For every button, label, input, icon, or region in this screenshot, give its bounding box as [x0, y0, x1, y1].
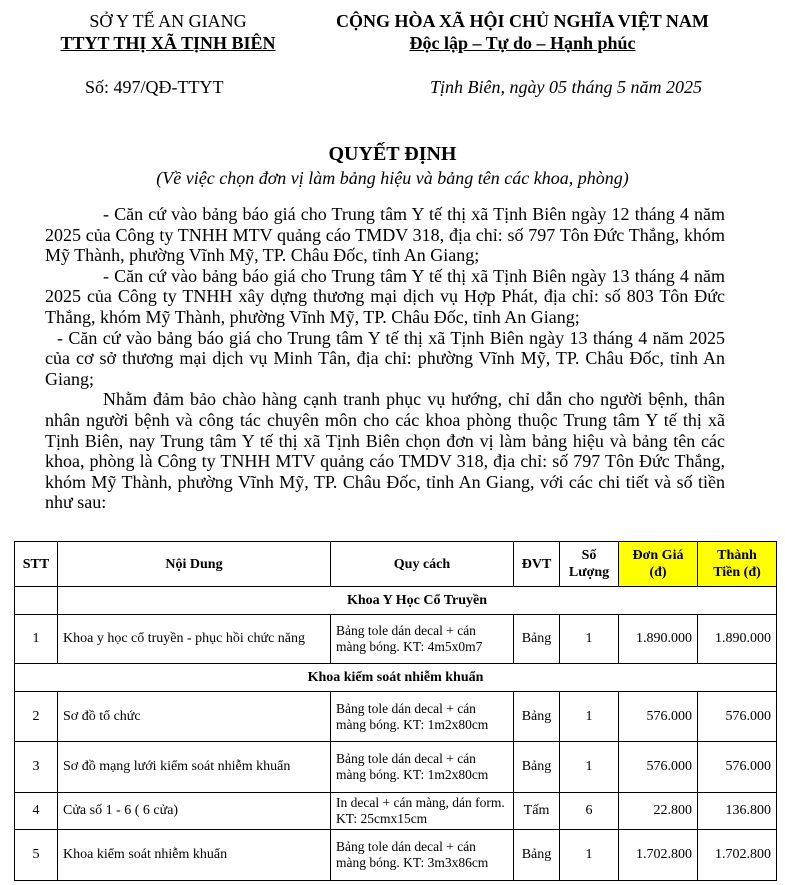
section-row	[15, 664, 777, 692]
cell-stt: 3	[15, 742, 58, 793]
paragraph-basis-3: - Căn cứ vào bảng báo giá cho Trung tâm Y tế thị xã Tịnh Biên ngày 13 tháng 4 năm 2025 của cơ sở thương mại dịch vụ Minh Tân, địa chỉ: phường Vĩnh Mỹ, TP. Châu Đốc, tỉnh An Giang;	[45, 327, 725, 389]
cell-content: Sơ đồ mạng lưới kiểm soát nhiễm khuẩn	[58, 742, 331, 793]
cell-content: Khoa y học cổ truyền - phục hồi chức năng	[58, 615, 331, 664]
paragraph-decision: Nhằm đảm bảo chào hàng cạnh tranh phục vụ hướng, chỉ dẫn cho người bệnh, thân nhân người bệnh và công tác chuyên môn cho các khoa phòng thuộc Trung tâm Y tế thị xã Tịnh Biên, nay Trung tâm Y tế thị xã Tịnh Biên chọn đơn vị làm bảng hiệu và bảng tên các khoa, phòng là Công ty TNHH MTV quảng cáo TMDV 318, địa chỉ: số 797 Tôn Đức Thắng, khóm Mỹ Thành, phường Vĩnh Mỹ, TP. Châu Đốc, tỉnh An Giang, với các chi tiết và số tiền như sau:	[45, 389, 725, 513]
cell-unit: Bảng	[514, 830, 560, 881]
cell-unit-price: 1.702.800	[619, 830, 698, 881]
cell-unit: Bảng	[514, 742, 560, 793]
agency-name: TTYT THỊ XÃ TỊNH BIÊN	[60, 33, 276, 53]
paragraph-basis-1: - Căn cứ vào bảng báo giá cho Trung tâm Y tế thị xã Tịnh Biên ngày 12 tháng 4 năm 2025 của Công ty TNHH MTV quảng cáo TMDV 318, địa chỉ: số 797 Tôn Đức Thắng, khóm Mỹ Thành, phường Vĩnh Mỹ, TP. Châu Đốc, tỉnh An Giang;	[45, 204, 725, 266]
cell-unit-price: 1.890.000	[619, 615, 698, 664]
ministry-name: SỞ Y TẾ AN GIANG	[89, 11, 247, 31]
cell-unit: Bảng	[514, 615, 560, 664]
cell-unit: Tấm	[514, 793, 560, 830]
price-table	[14, 541, 777, 881]
table-row	[15, 830, 777, 881]
cell-unit-price: 576.000	[619, 742, 698, 793]
cell-qty: 1	[560, 830, 619, 881]
cell-spec: Bảng tole dán decal + cán màng bóng. KT: 4m5x0m7	[331, 615, 514, 664]
cell-spec: Bảng tole dán decal + cán màng bóng. KT: 1m2x80cm	[331, 742, 514, 793]
table-row	[15, 793, 777, 830]
cell-stt: 5	[15, 830, 58, 881]
cell-spec: In decal + cán màng, dán form. KT: 25cmx15cm	[331, 793, 514, 830]
place-date: Tịnh Biên, ngày 05 tháng 5 năm 2025	[430, 77, 702, 97]
section-empty-cell	[15, 587, 58, 615]
cell-unit-price: 576.000	[619, 692, 698, 742]
cell-total: 136.800	[698, 793, 777, 830]
table-row	[15, 742, 777, 793]
header-spec: Quy cách	[331, 542, 514, 587]
cell-total: 1.890.000	[698, 615, 777, 664]
cell-qty: 1	[560, 615, 619, 664]
cell-stt: 4	[15, 793, 58, 830]
motto: Độc lập – Tự do – Hạnh phúc	[409, 33, 636, 53]
cell-content: Cửa số 1 - 6 ( 6 cửa)	[58, 793, 331, 830]
cell-total: 576.000	[698, 692, 777, 742]
cell-qty: 1	[560, 742, 619, 793]
header-content: Nội Dung	[58, 542, 331, 587]
cell-stt: 1	[15, 615, 58, 664]
document-subtitle: (Về việc chọn đơn vị làm bảng hiệu và bảng tên các khoa, phòng)	[156, 168, 629, 188]
document-number: Số: 497/QĐ-TTYT	[85, 77, 224, 97]
header-total: Thành Tiền (đ)	[698, 542, 777, 587]
section-title: Khoa kiểm soát nhiễm khuẩn	[15, 664, 777, 692]
cell-stt: 2	[15, 692, 58, 742]
cell-qty: 6	[560, 793, 619, 830]
header-stt: STT	[15, 542, 58, 587]
cell-total: 1.702.800	[698, 830, 777, 881]
header-unit: ĐVT	[514, 542, 560, 587]
cell-spec: Bảng tole dán decal + cán màng bóng. KT: 1m2x80cm	[331, 692, 514, 742]
issuer-block	[38, 10, 298, 54]
table-row	[15, 692, 777, 742]
document-title: QUYẾT ĐỊNH	[328, 143, 457, 165]
section-row	[15, 587, 777, 615]
cell-content: Khoa kiểm soát nhiễm khuẩn	[58, 830, 331, 881]
cell-unit-price: 22.800	[619, 793, 698, 830]
cell-total: 576.000	[698, 742, 777, 793]
document-body	[45, 204, 725, 513]
header-unit-price: Đơn Giá (đ)	[619, 542, 698, 587]
cell-content: Sơ đồ tổ chức	[58, 692, 331, 742]
paragraph-basis-2: - Căn cứ vào bảng báo giá cho Trung tâm Y tế thị xã Tịnh Biên ngày 13 tháng 4 năm 2025 của Công ty TNHH xây dựng thương mại dịch vụ Hợp Phát, địa chỉ: số 803 Tôn Đức Thắng, khóm Mỹ Thành, phường Vĩnh Mỹ, TP. Châu Đốc, tỉnh An Giang;	[45, 265, 725, 327]
table-header-row	[15, 542, 777, 587]
cell-spec: Bảng tole dán decal + cán màng bóng. KT: 3m3x86cm	[331, 830, 514, 881]
national-block	[300, 10, 745, 54]
nation-title: CỘNG HÒA XÃ HỘI CHỦ NGHĨA VIỆT NAM	[336, 11, 709, 31]
cell-qty: 1	[560, 692, 619, 742]
header-qty: Số Lượng	[560, 542, 619, 587]
table-row	[15, 615, 777, 664]
section-title: Khoa Y Học Cổ Truyền	[58, 587, 777, 615]
cell-unit: Bảng	[514, 692, 560, 742]
